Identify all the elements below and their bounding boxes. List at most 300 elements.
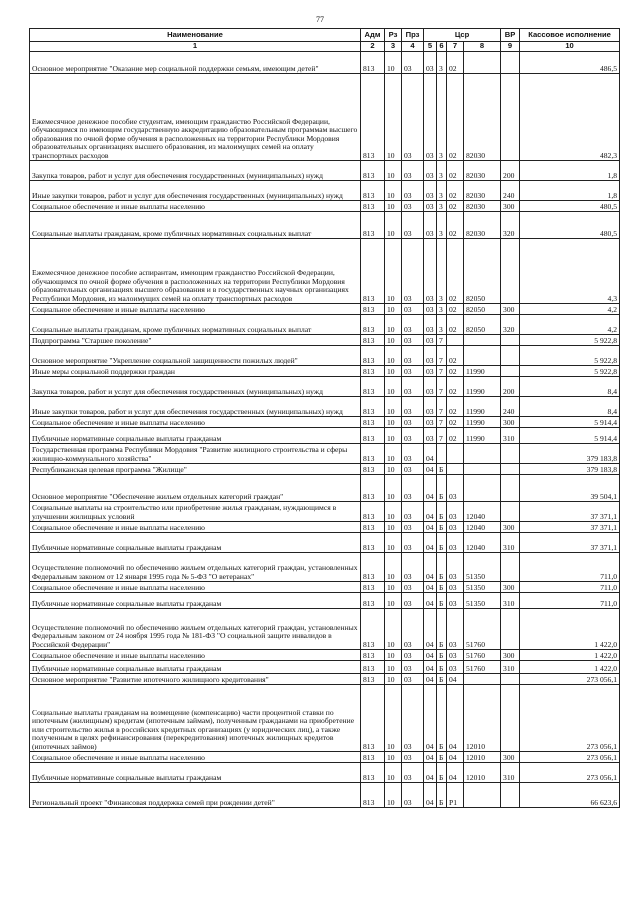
row-rz: 10	[385, 304, 402, 315]
row-rz: 10	[385, 522, 402, 533]
row-rz: 10	[385, 444, 402, 464]
row-csr-code: 12010	[464, 685, 501, 752]
row-rz: 10	[385, 377, 402, 397]
row-amount: 37 371,1	[520, 533, 620, 553]
row-csr-part: Б	[437, 661, 447, 674]
table-row	[30, 239, 620, 304]
row-csr-part: 03	[424, 181, 437, 201]
row-vr	[501, 475, 520, 502]
row-csr-part: 02	[447, 201, 464, 212]
row-vr: 200	[501, 161, 520, 181]
row-csr-code	[464, 346, 501, 366]
row-amount: 5 914,4	[520, 428, 620, 444]
row-rz: 10	[385, 763, 402, 783]
row-name: Закупка товаров, работ и услуг для обеспечения государственных (муниципальных) нужд	[30, 377, 361, 397]
column-number: 1	[30, 42, 361, 52]
row-rz: 10	[385, 553, 402, 582]
row-adm: 813	[361, 593, 385, 609]
row-csr-part: 04	[424, 444, 437, 464]
row-vr	[501, 366, 520, 377]
table-row	[30, 533, 620, 553]
row-amount: 1 422,0	[520, 650, 620, 661]
row-csr-code: 82050	[464, 304, 501, 315]
row-csr-code: 82050	[464, 239, 501, 304]
row-prz: 03	[402, 475, 424, 502]
row-csr-part: Б	[437, 502, 447, 522]
row-rz: 10	[385, 650, 402, 661]
row-amount: 273 056,1	[520, 674, 620, 685]
row-vr: 240	[501, 181, 520, 201]
row-csr-part: 04	[447, 752, 464, 763]
column-number: 7	[447, 42, 464, 52]
row-vr: 310	[501, 533, 520, 553]
row-rz: 10	[385, 366, 402, 377]
row-prz: 03	[402, 674, 424, 685]
row-vr	[501, 553, 520, 582]
row-adm: 813	[361, 464, 385, 475]
row-adm: 813	[361, 304, 385, 315]
row-vr	[501, 239, 520, 304]
column-number: 3	[385, 42, 402, 52]
table-row	[30, 502, 620, 522]
row-name: Осуществление полномочий по обеспечению жильем отдельных категорий граждан, установленных Федеральным законом от 12 января 1995 года № 5-ФЗ "О ветеранах"	[30, 553, 361, 582]
column-number-row	[30, 42, 620, 52]
row-csr-part: Б	[437, 609, 447, 650]
row-csr-part: 04	[447, 674, 464, 685]
row-csr-part: 03	[424, 212, 437, 239]
row-csr-code	[464, 335, 501, 346]
row-csr-part: 7	[437, 335, 447, 346]
row-name: Социальное обеспечение и иные выплаты населению	[30, 201, 361, 212]
row-rz: 10	[385, 752, 402, 763]
row-csr-code: 51350	[464, 582, 501, 593]
row-csr-part: 04	[424, 582, 437, 593]
row-prz: 03	[402, 428, 424, 444]
row-vr	[501, 609, 520, 650]
row-amount: 5 922,8	[520, 335, 620, 346]
budget-table	[29, 28, 620, 808]
row-csr-part: Б	[437, 582, 447, 593]
row-prz: 03	[402, 212, 424, 239]
row-amount: 4,2	[520, 304, 620, 315]
row-csr-part: 04	[424, 783, 437, 808]
row-adm: 813	[361, 335, 385, 346]
row-amount: 711,0	[520, 582, 620, 593]
row-prz: 03	[402, 417, 424, 428]
row-csr-part: 03	[447, 533, 464, 553]
row-prz: 03	[402, 181, 424, 201]
row-rz: 10	[385, 674, 402, 685]
row-csr-part: 3	[437, 304, 447, 315]
row-vr	[501, 444, 520, 464]
row-name: Социальные выплаты гражданам на возмещение (компенсацию) части процентной ставки по ипотечным (жилищным) кредитам (ипотечным займам), полученным гражданами на приобретение или строительство жилья в российских кредитных организациях (у юридических лиц), а также полученным в целях рефинансирования (перекредитования) ипотечных жилищных кредитов (ипотечных займов)	[30, 685, 361, 752]
row-rz: 10	[385, 582, 402, 593]
row-csr-part: Б	[437, 685, 447, 752]
row-csr-part: 04	[424, 752, 437, 763]
row-csr-part: 02	[447, 212, 464, 239]
row-adm: 813	[361, 377, 385, 397]
row-csr-code	[464, 783, 501, 808]
row-vr: 310	[501, 661, 520, 674]
row-amount: 273 056,1	[520, 685, 620, 752]
row-amount: 273 056,1	[520, 752, 620, 763]
row-vr: 310	[501, 593, 520, 609]
row-amount: 8,4	[520, 377, 620, 397]
row-prz: 03	[402, 315, 424, 335]
row-csr-part: 3	[437, 239, 447, 304]
row-rz: 10	[385, 783, 402, 808]
row-csr-part: 02	[447, 366, 464, 377]
row-csr-part	[437, 444, 447, 464]
row-amount: 480,5	[520, 212, 620, 239]
row-amount: 37 371,1	[520, 522, 620, 533]
row-rz: 10	[385, 428, 402, 444]
row-amount: 711,0	[520, 553, 620, 582]
row-csr-code: 11990	[464, 417, 501, 428]
row-csr-code: 51760	[464, 650, 501, 661]
row-csr-part: Б	[437, 553, 447, 582]
row-amount: 1 422,0	[520, 661, 620, 674]
table-row	[30, 161, 620, 181]
row-csr-code: 82030	[464, 201, 501, 212]
row-vr	[501, 464, 520, 475]
row-rz: 10	[385, 346, 402, 366]
row-prz: 03	[402, 346, 424, 366]
row-csr-part: 02	[447, 161, 464, 181]
column-number: 4	[402, 42, 424, 52]
row-prz: 03	[402, 661, 424, 674]
row-prz: 03	[402, 366, 424, 377]
row-prz: 03	[402, 464, 424, 475]
row-rz: 10	[385, 52, 402, 74]
row-name: Публичные нормативные социальные выплаты гражданам	[30, 763, 361, 783]
row-csr-part: 3	[437, 212, 447, 239]
row-rz: 10	[385, 239, 402, 304]
row-csr-part: 03	[424, 315, 437, 335]
row-name: Основное мероприятие "Оказание мер социальной поддержки семьям, имеющим детей"	[30, 52, 361, 74]
row-name: Социальное обеспечение и иные выплаты населению	[30, 582, 361, 593]
table-row	[30, 593, 620, 609]
row-vr	[501, 685, 520, 752]
table-row	[30, 475, 620, 502]
row-name: Социальные выплаты гражданам, кроме публичных нормативных социальных выплат	[30, 315, 361, 335]
header-prz: Прз	[402, 29, 424, 42]
row-adm: 813	[361, 752, 385, 763]
row-name: Социальное обеспечение и иные выплаты населению	[30, 752, 361, 763]
table-row	[30, 304, 620, 315]
row-csr-part: 7	[437, 428, 447, 444]
row-prz: 03	[402, 161, 424, 181]
row-csr-code: 11990	[464, 428, 501, 444]
row-csr-part: 03	[424, 239, 437, 304]
row-vr: 310	[501, 428, 520, 444]
row-csr-part: 04	[424, 674, 437, 685]
row-csr-code	[464, 475, 501, 502]
row-name: Иные закупки товаров, работ и услуг для обеспечения государственных (муниципальных) нужд	[30, 181, 361, 201]
row-adm: 813	[361, 533, 385, 553]
row-name: Иные меры социальной поддержки граждан	[30, 366, 361, 377]
table-row	[30, 685, 620, 752]
row-csr-part: 03	[447, 475, 464, 502]
row-prz: 03	[402, 444, 424, 464]
row-csr-part: 04	[424, 464, 437, 475]
row-csr-part: 02	[447, 346, 464, 366]
row-csr-part: 7	[437, 377, 447, 397]
row-adm: 813	[361, 650, 385, 661]
row-rz: 10	[385, 315, 402, 335]
row-prz: 03	[402, 502, 424, 522]
row-name: Публичные нормативные социальные выплаты гражданам	[30, 661, 361, 674]
row-adm: 813	[361, 674, 385, 685]
row-csr-code: 82030	[464, 161, 501, 181]
row-adm: 813	[361, 444, 385, 464]
row-vr: 300	[501, 522, 520, 533]
row-rz: 10	[385, 397, 402, 417]
row-csr-part: 02	[447, 377, 464, 397]
row-csr-part: 02	[447, 74, 464, 161]
row-csr-code: 82030	[464, 212, 501, 239]
row-rz: 10	[385, 609, 402, 650]
table-row	[30, 752, 620, 763]
row-csr-part: 04	[424, 593, 437, 609]
row-adm: 813	[361, 239, 385, 304]
row-name: Публичные нормативные социальные выплаты гражданам	[30, 593, 361, 609]
row-prz: 03	[402, 397, 424, 417]
row-csr-part: 03	[424, 377, 437, 397]
row-name: Социальное обеспечение и иные выплаты населению	[30, 522, 361, 533]
row-amount: 39 504,1	[520, 475, 620, 502]
row-prz: 03	[402, 685, 424, 752]
row-csr-part: 7	[437, 366, 447, 377]
row-amount: 379 183,8	[520, 464, 620, 475]
table-row	[30, 674, 620, 685]
table-row	[30, 366, 620, 377]
header-csr: Цср	[424, 29, 501, 42]
row-prz: 03	[402, 533, 424, 553]
table-row	[30, 582, 620, 593]
row-csr-part: 02	[447, 397, 464, 417]
row-prz: 03	[402, 763, 424, 783]
table-row	[30, 181, 620, 201]
row-amount: 4,2	[520, 315, 620, 335]
page-number: 77	[316, 15, 324, 24]
row-name: Основное мероприятие "Обеспечение жильем отдельных категорий граждан"	[30, 475, 361, 502]
table-row	[30, 522, 620, 533]
table-row	[30, 763, 620, 783]
table-row	[30, 428, 620, 444]
row-csr-part: 03	[424, 201, 437, 212]
row-name: Осуществление полномочий по обеспечению жильем отдельных категорий граждан, установленных Федеральным законом от 24 ноября 1995 года № 181-ФЗ "О социальной защите инвалидов в Российской Федерации"	[30, 609, 361, 650]
row-csr-part: 02	[447, 239, 464, 304]
row-csr-part: 04	[424, 533, 437, 553]
row-vr	[501, 346, 520, 366]
row-csr-part: 3	[437, 181, 447, 201]
row-csr-part: 03	[447, 582, 464, 593]
row-csr-part: 03	[424, 161, 437, 181]
row-csr-part: 03	[424, 397, 437, 417]
row-rz: 10	[385, 661, 402, 674]
row-csr-code: 82030	[464, 74, 501, 161]
table-row	[30, 650, 620, 661]
row-rz: 10	[385, 593, 402, 609]
row-vr: 300	[501, 417, 520, 428]
row-csr-code: 51350	[464, 593, 501, 609]
row-name: Основное мероприятие "Развитие ипотечного жилищного кредитования"	[30, 674, 361, 685]
row-adm: 813	[361, 582, 385, 593]
row-csr-part: 3	[437, 74, 447, 161]
row-rz: 10	[385, 335, 402, 346]
row-csr-part: 04	[447, 763, 464, 783]
row-csr-part: 04	[424, 522, 437, 533]
row-vr: 300	[501, 201, 520, 212]
row-name: Ежемесячное денежное пособие студентам, имеющим гражданство Российской Федерации, обучающимся по имеющим государственную аккредитацию образовательным программам высшего образования по очной форме обучения в расположенных на территории Республики Мордовия образовательных организациях высшего образования, из малоимущих семей на оплату транспортных расходов	[30, 74, 361, 161]
row-prz: 03	[402, 609, 424, 650]
row-csr-code: 11990	[464, 366, 501, 377]
row-vr	[501, 674, 520, 685]
row-csr-part: 03	[424, 417, 437, 428]
row-csr-part: 04	[424, 661, 437, 674]
table-row	[30, 553, 620, 582]
row-name: Публичные нормативные социальные выплаты гражданам	[30, 533, 361, 553]
table-row	[30, 377, 620, 397]
row-rz: 10	[385, 475, 402, 502]
row-csr-part: 04	[424, 763, 437, 783]
row-vr: 300	[501, 582, 520, 593]
row-prz: 03	[402, 335, 424, 346]
header-name: Наименование	[30, 29, 361, 42]
row-prz: 03	[402, 377, 424, 397]
row-adm: 813	[361, 346, 385, 366]
row-csr-code: 12040	[464, 533, 501, 553]
row-prz: 03	[402, 522, 424, 533]
row-amount: 711,0	[520, 593, 620, 609]
row-name: Социальные выплаты гражданам, кроме публичных нормативных социальных выплат	[30, 212, 361, 239]
row-rz: 10	[385, 161, 402, 181]
header-amount: Кассовое исполнение	[520, 29, 620, 42]
row-amount: 5 914,4	[520, 417, 620, 428]
table-row	[30, 212, 620, 239]
row-adm: 813	[361, 201, 385, 212]
row-rz: 10	[385, 201, 402, 212]
table-row	[30, 783, 620, 808]
column-number: 9	[501, 42, 520, 52]
table-row	[30, 346, 620, 366]
row-prz: 03	[402, 553, 424, 582]
row-adm: 813	[361, 609, 385, 650]
row-rz: 10	[385, 685, 402, 752]
row-vr: 320	[501, 212, 520, 239]
row-vr: 200	[501, 377, 520, 397]
column-number: 2	[361, 42, 385, 52]
row-csr-part: 3	[437, 201, 447, 212]
row-csr-part: 03	[447, 661, 464, 674]
row-prz: 03	[402, 52, 424, 74]
row-csr-part: 04	[424, 553, 437, 582]
row-csr-part: Б	[437, 533, 447, 553]
row-csr-part: 03	[447, 593, 464, 609]
row-csr-part: 02	[447, 428, 464, 444]
row-name: Социальное обеспечение и иные выплаты населению	[30, 304, 361, 315]
row-csr-part: 3	[437, 315, 447, 335]
row-vr: 300	[501, 650, 520, 661]
row-csr-part: 7	[437, 417, 447, 428]
row-vr: 300	[501, 752, 520, 763]
table-row	[30, 661, 620, 674]
row-amount: 1 422,0	[520, 609, 620, 650]
row-rz: 10	[385, 212, 402, 239]
row-csr-code: 11990	[464, 377, 501, 397]
row-csr-code: 51760	[464, 609, 501, 650]
row-rz: 10	[385, 181, 402, 201]
row-csr-part: 03	[447, 553, 464, 582]
row-adm: 813	[361, 685, 385, 752]
row-csr-part: 02	[447, 181, 464, 201]
row-csr-part	[447, 444, 464, 464]
row-csr-part: Б	[437, 650, 447, 661]
row-prz: 03	[402, 783, 424, 808]
row-csr-part: Р1	[447, 783, 464, 808]
row-name: Региональный проект "Финансовая поддержка семей при рождении детей"	[30, 783, 361, 808]
header-rz: Рз	[385, 29, 402, 42]
row-csr-part: 03	[447, 650, 464, 661]
row-adm: 813	[361, 397, 385, 417]
row-adm: 813	[361, 366, 385, 377]
row-csr-part: 03	[424, 366, 437, 377]
row-csr-code	[464, 444, 501, 464]
row-amount: 37 371,1	[520, 502, 620, 522]
row-csr-part: Б	[437, 593, 447, 609]
row-adm: 813	[361, 475, 385, 502]
row-name: Публичные нормативные социальные выплаты гражданам	[30, 428, 361, 444]
table-row	[30, 315, 620, 335]
row-name: Республиканская целевая программа "Жилище"	[30, 464, 361, 475]
row-csr-part: 04	[424, 685, 437, 752]
row-adm: 813	[361, 553, 385, 582]
row-adm: 813	[361, 417, 385, 428]
row-csr-part: 3	[437, 161, 447, 181]
row-csr-part: 03	[447, 522, 464, 533]
row-csr-part: Б	[437, 752, 447, 763]
row-prz: 03	[402, 650, 424, 661]
row-csr-code: 12040	[464, 502, 501, 522]
row-vr: 240	[501, 397, 520, 417]
row-amount: 66 623,6	[520, 783, 620, 808]
row-vr	[501, 335, 520, 346]
row-adm: 813	[361, 783, 385, 808]
table-row	[30, 464, 620, 475]
row-csr-part: Б	[437, 475, 447, 502]
row-csr-part: 03	[424, 335, 437, 346]
row-name: Социальное обеспечение и иные выплаты населению	[30, 417, 361, 428]
column-number: 8	[464, 42, 501, 52]
row-csr-code: 12010	[464, 752, 501, 763]
row-csr-part: Б	[437, 763, 447, 783]
row-adm: 813	[361, 315, 385, 335]
row-csr-code	[464, 674, 501, 685]
row-adm: 813	[361, 661, 385, 674]
row-csr-part: Б	[437, 464, 447, 475]
row-csr-part: 04	[424, 475, 437, 502]
row-csr-part: 03	[424, 304, 437, 315]
row-name: Ежемесячное денежное пособие аспирантам, имеющим гражданство Российской Федерации, обучающимся по очной форме обучения в расположенных на территории Республики Мордовия образовательных организациях высшего образования и в государственных научных организациях Республики Мордовия, из малоимущих семей на оплату транспортных расходов	[30, 239, 361, 304]
row-csr-code	[464, 464, 501, 475]
row-adm: 813	[361, 502, 385, 522]
row-name: Социальные выплаты на строительство или приобретение жилья гражданам, нуждающимся в улучшении жилищных условий	[30, 502, 361, 522]
row-csr-part: 02	[447, 417, 464, 428]
row-csr-part: 03	[424, 346, 437, 366]
row-csr-code: 82030	[464, 181, 501, 201]
row-csr-part: 04	[424, 502, 437, 522]
